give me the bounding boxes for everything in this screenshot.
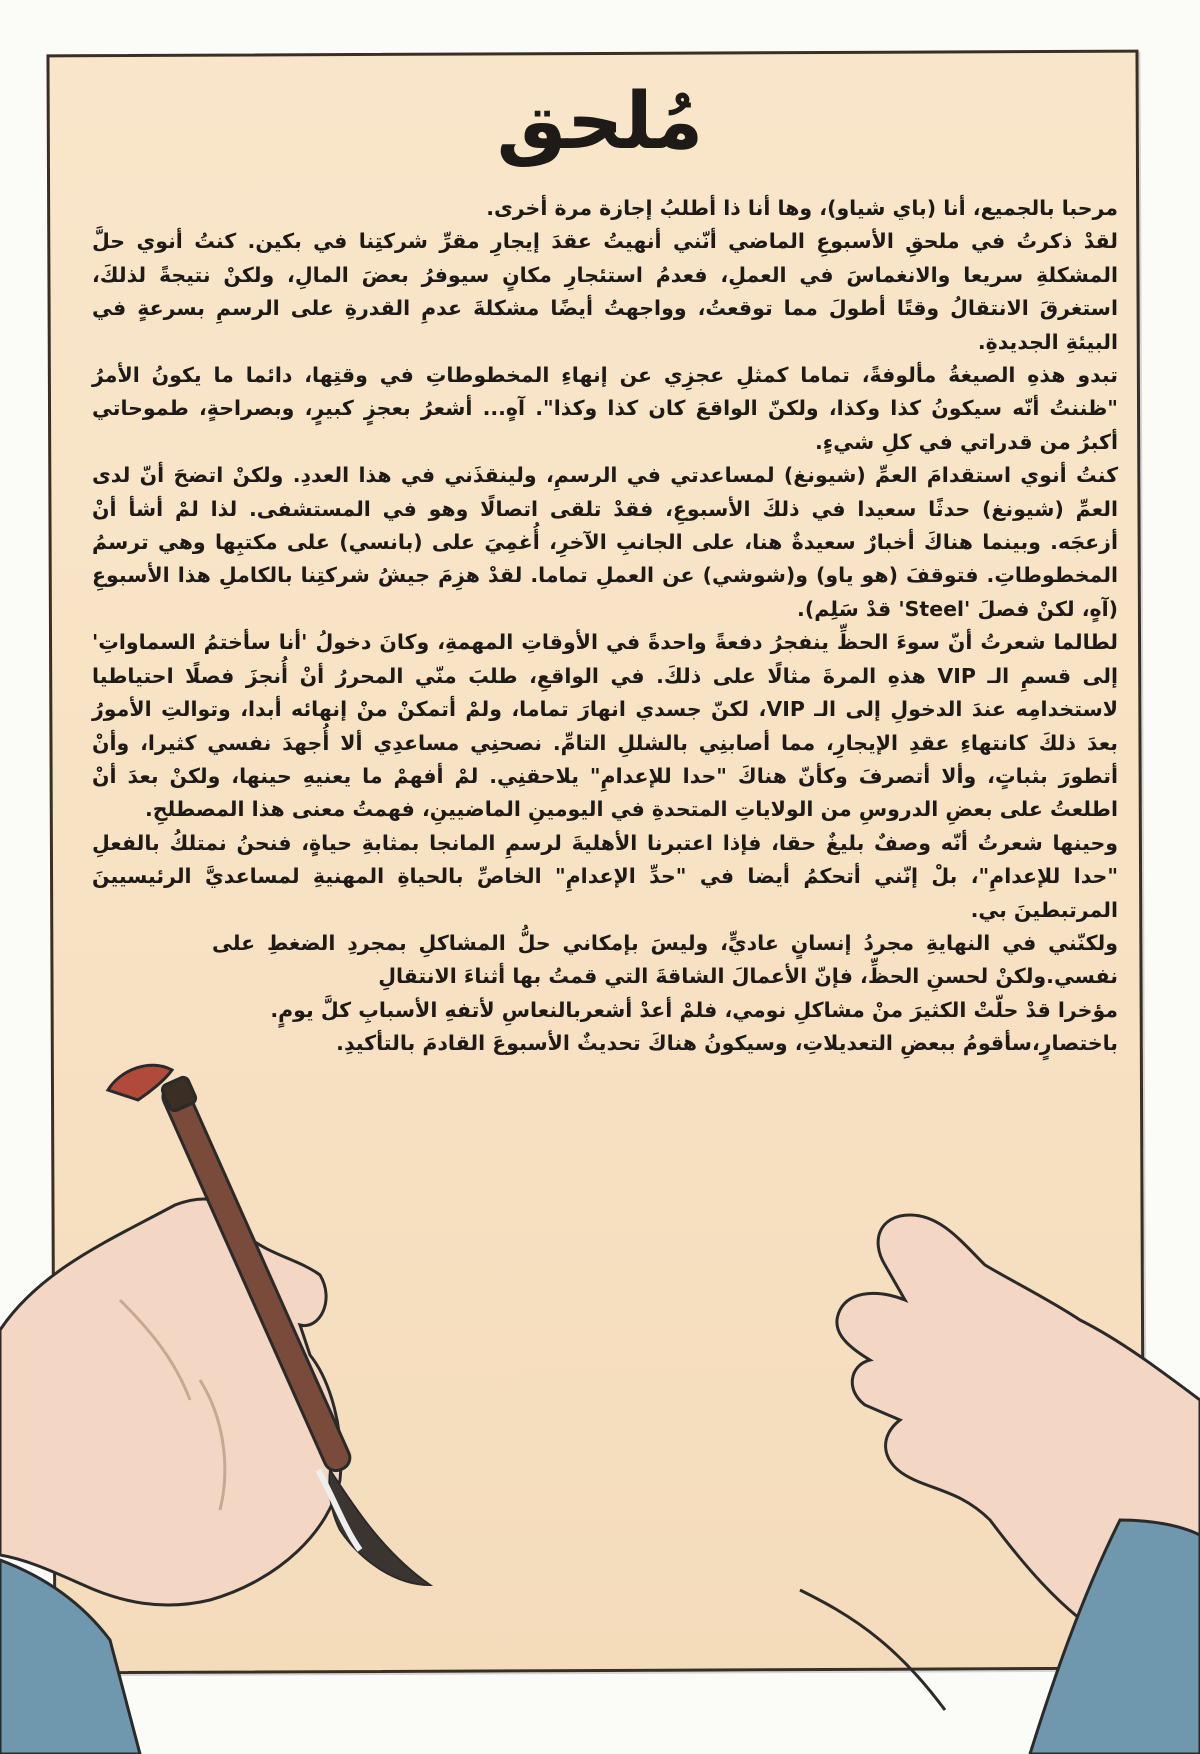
paragraph-formula: تبدو هذهِ الصيغةُ مألوفةً، تماما كمثلِ عجزِي عن إنهاءِ المخطوطاتِ في وقتِها، دائما ما يكونُ الأمرُ "ظننتُ أنّه سيكونُ كذا وكذا، ولكنّ الواقعَ كان كذا وكذا". آهٍ... أشعرُ بعجزٍ كبيرٍ، وبصراحةٍ، طموحاتي أكبرُ من قدراتي في كلِ شيءٍ. bbox=[92, 363, 1118, 454]
paragraph-ordinary: ولكنّني في النهايةِ مجردُ إنسانٍ عاديٍّ، وليسَ بإمكاني حلُّ المشاكلِ بمجردِ الضغطِ على نفسي.ولكنْ لحسنِ الحظِّ، فإنّ الأعمالَ الشاقةَ التي قمتُ بها أثناءَ الانتقالِ bbox=[212, 930, 1118, 989]
left-hand bbox=[0, 1199, 341, 1605]
paragraph-move: لقدْ ذكرتُ في ملحقِ الأسبوعِ الماضي أنّني أنهيتُ عقدَ إيجارِ مقرِّ شركتِنا في بكين. كنتُ أنوي حلَّ المشكلةِ سريعا والانغماسَ في العملِ، فعدمُ استئجارِ مكانٍ سيوفرُ بعضَ المالِ، ولكنْ نتيجةً لذلكَ، استغرقَ الانتقالُ وقتًا أطولَ مما توقعتُ، وواجهتُ أيضًا مشكلةَ عدمِ القدرةِ على الرسمِ بسرعةٍ في البيئةِ الجديدةِ. bbox=[92, 229, 1118, 354]
paragraph-sleep: مؤخرا قدْ حلّتْ الكثيرَ منْ مشاكلِ نومي، فلمْ أعدْ أشعربالنعاسِ لأتفهِ الأسبابِ كلَّ يومٍ. bbox=[270, 997, 1118, 1022]
paragraph-assistants: كنتُ أنوي استقدامَ العمِّ (شيونغ) لمساعدتي في الرسمِ، ولينقذَني في هذا العددِ. ولكنْ اتضحَ أنّ لدى العمِّ (شيونغ) حدثًا سعيدا في ذلكَ الأسبوعِ، فقدْ تلقى اتصالًا وهو في المستشفى. لذا لمْ أشأ أنْ أزعجَه. وبينما هناكَ أخبارٌ سعيدةٌ هنا، على الجانبِ الآخرِ، أُغمِيَ على (بانسي) على مكتبِها وهي ترسمُ المخطوطاتِ. فتوقفَ (هو ياو) و(شوشي) عن العملِ تماما. لقدْ هزِمَ جيشُ شركتِنا بالكاملِ هذا الأسبوعِ (آهٍ، لكنْ فصلَ 'Steel' قدْ سَلِم). bbox=[92, 463, 1118, 621]
paragraph-deadline: وحينها شعرتُ أنّه وصفٌ بليغٌ حقا، فإذا اعتبرنا الأهليةَ لرسمِ المانجا بمثابةِ حياةٍ، فنحنُ نمتلكُ بالفعلِ "حدا للإعدامِ"، بلْ إنّني أتحكمُ أيضا في "حدِّ الإعدامِ" الخاصِّ بالحياةِ المهنيةِ لمساعديَّ الرئيسيينَ المرتبطينَ بي. bbox=[92, 830, 1118, 922]
paragraph-summary: باختصارٍ،سأقومُ ببعضِ التعديلاتِ، وسيكونُ هناكَ تحديثٌ الأسبوعَ القادمَ بالتأكيدِ. bbox=[336, 1031, 1118, 1056]
paragraph-greeting: مرحبا بالجميع، أنا (باي شياو)، وها أنا ذا أطلبُ إجازة مرة أخرى. bbox=[486, 196, 1118, 220]
paragraph-bad-luck: لطالما شعرتُ أنّ سوءَ الحظِّ ينفجرُ دفعةً واحدةً في الأوقاتِ المهمةِ، وكانَ دخولُ 'أنا سأختمُ السماواتِ' إلى قسمِ الـ VIP هذهِ المرةَ مثالًا على ذلكَ. في الواقعِ، طلبَ منّي المحررُ أنْ أُنجزَ فصلًا احتياطيا لاستخدامِه عندَ الدخولِ إلى الـ VIP، لكنّ جسدي انهارَ تماما، ولمْ أتمكنْ منْ إنهائه أبدا، وتوالتِ الأمورُ بعدَ ذلكَ كانتهاءِ عقدِ الإيجارِ، مما أصابنِي بالشللِ التامِّ. نصحنِي مساعدِي ألا أُجهدَ نفسي كثيرا، وأنْ أتطورَ بثباتٍ، وألا أتصرفَ وكأنّ هناكَ "حدا للإعدامِ" يلاحقنِي. لمْ أفهمْ ما يعنيهِ حينها، ولكنْ بعدَ أنْ اطلعتُ على بعضِ الدروسِ من الولاياتِ المتحدةِ في اليومينِ الماضيينِ، فهمتُ معنى هذا المصطلحِ. bbox=[92, 630, 1119, 822]
page-title: مُلحق bbox=[496, 77, 704, 167]
